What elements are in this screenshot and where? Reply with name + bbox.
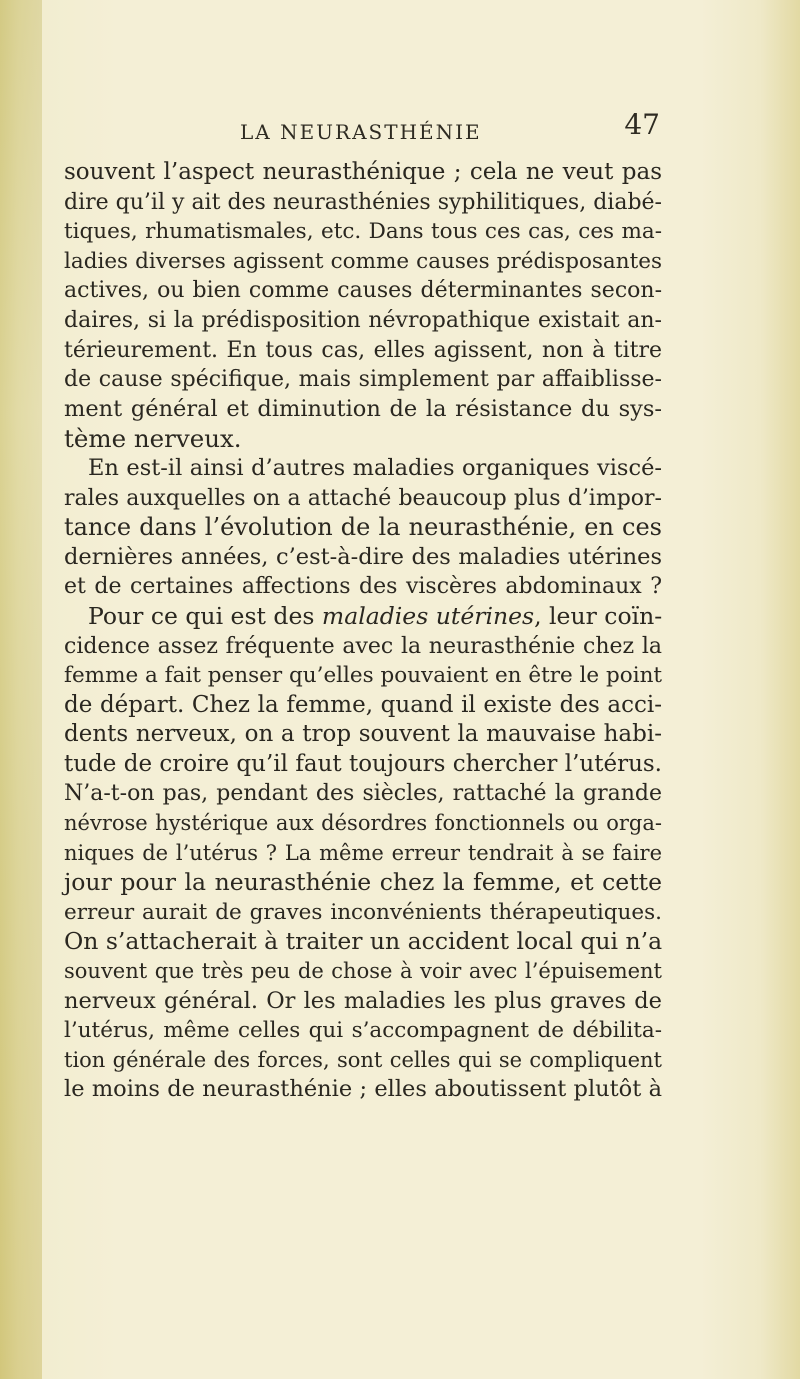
text-line: daires, si la prédisposition névropathique existait an-: [64, 307, 662, 333]
text-line: jour pour la neurasthénie chez la femme, et cette: [64, 868, 662, 897]
text-line: erreur aurait de graves inconvénients thérapeutiques.: [64, 899, 662, 925]
text-line: dire qu’il y ait des neurasthénies syphilitiques, diabé-: [64, 189, 662, 215]
text-line: actives, ou bien comme causes déterminantes secon-: [64, 278, 662, 304]
text-line: ladies diverses agissent comme causes prédisposantes: [64, 248, 662, 274]
text-line: tion générale des forces, sont celles qui se compliquent: [64, 1047, 662, 1072]
text-line: rales auxquelles on a attaché beaucoup plus d’impor-: [64, 485, 662, 511]
text-line: N’a-t-on pas, pendant des siècles, rattaché la grande: [64, 781, 662, 807]
text-line: le moins de neurasthénie ; elles aboutissent plutôt à: [64, 1076, 662, 1103]
text-line: tiques, rhumatismales, etc. Dans tous ces cas, ces ma-: [64, 219, 662, 245]
text-line: de cause spécifique, mais simplement par affaiblisse-: [64, 367, 662, 393]
text-line: l’utérus, même celles qui s’accompagnent de débilita-: [64, 1018, 662, 1044]
page-header: [240, 108, 660, 152]
text-run: , leur coïn-: [534, 601, 663, 630]
italic-text-run: maladies utérines: [321, 601, 535, 630]
text-line: térieurement. En tous cas, elles agissent, non à titre: [64, 337, 662, 363]
text-line: souvent que très peu de chose à voir avec l’épuisement: [64, 959, 662, 984]
text-line: tance dans l’évolution de la neurasthénie, en ces: [64, 513, 662, 542]
text-line: tème nerveux.: [64, 424, 242, 454]
text-line: névrose hystérique aux désordres fonctionnels ou orga-: [64, 811, 662, 836]
text-run: Pour ce qui est des: [88, 601, 322, 630]
text-line: ment général et diminution de la résistance du sys-: [64, 395, 662, 422]
text-line: souvent l’aspect neurasthénique ; cela ne veut pas: [64, 159, 662, 185]
text-line: En est-il ainsi d’autres maladies organiques viscé-: [88, 454, 662, 481]
text-line: dernières années, c’est-à-dire des maladies utérines: [64, 543, 662, 570]
text-line: On s’attacherait à traiter un accident local qui n’a: [64, 927, 663, 956]
text-line: et de certaines affections des viscères abdominaux ?: [64, 574, 662, 600]
text-line: dents nerveux, on a trop souvent la mauvaise habi-: [64, 721, 662, 748]
text-line: nerveux général. Or les maladies les plus graves de: [64, 987, 662, 1014]
text-line: cidence assez fréquente avec la neurasthénie chez la: [64, 633, 662, 659]
text-line: de départ. Chez la femme, quand il existe des acci-: [64, 691, 662, 718]
text-line-mixed: [64, 602, 662, 632]
text-line: tude de croire qu’il faut toujours chercher l’utérus.: [64, 750, 662, 777]
text-line: niques de l’utérus ? La même erreur tendrait à se faire: [64, 840, 662, 865]
running-title: LA NEURASTHÉNIE: [240, 120, 482, 144]
body-text: [64, 158, 662, 1105]
page-number: 47: [624, 108, 660, 141]
text-line: femme a fait penser qu’elles pouvaient en être le point: [64, 663, 663, 689]
